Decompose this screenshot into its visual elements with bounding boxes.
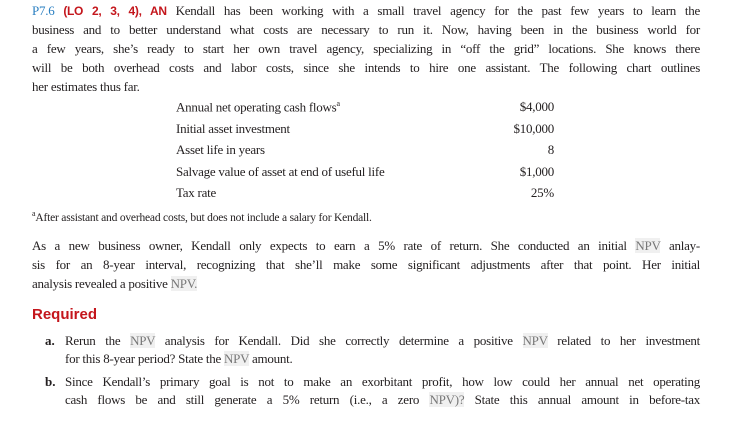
estimate-label-text: Salvage value of asset at end of useful life (176, 163, 385, 179)
estimate-label (176, 99, 340, 115)
text-line (65, 333, 700, 349)
text-line (65, 351, 700, 367)
text-segment: anlay- (660, 238, 700, 253)
footnote-mark: a (336, 99, 340, 108)
text-segment: her estimates thus far. (32, 79, 140, 94)
estimate-value: 25% (530, 185, 554, 200)
footnote-mark: a (32, 209, 36, 218)
item-label: a. (45, 333, 55, 348)
estimate-label (176, 121, 290, 137)
npv-term: NPV (522, 333, 548, 348)
estimate-label (176, 164, 384, 180)
text-segment: for this 8-year period? State the (65, 351, 224, 366)
estimate-label-text: Tax rate (176, 185, 217, 200)
text-segment: As a new business owner, Kendall only expects to earn a 5% rate of return. She conducted an initial (32, 238, 636, 253)
text-line (32, 79, 700, 95)
item-label: b. (45, 374, 56, 389)
text-line (32, 60, 700, 76)
text-segment: business and to better understand what costs are necessary to run it. Now, having been in the business world for (32, 22, 700, 37)
text-segment: cash flows be and still generate a 5% return (i.e., a zero (65, 392, 430, 407)
npv-term: NPV)? (429, 392, 465, 407)
text-segment: Since Kendall’s primary goal is not to make an exorbitant profit, how low could her annual net operating (65, 374, 700, 389)
text-line (65, 374, 700, 390)
estimate-row (176, 99, 554, 115)
npv-term: NPV (224, 351, 250, 366)
problem-number: P7.6 (32, 3, 55, 18)
estimate-label-text: Annual net operating cash flows (176, 99, 337, 115)
estimate-label-text: Asset life in years (176, 142, 265, 157)
estimate-value: $10,000 (513, 120, 554, 136)
estimate-value: $1,000 (519, 163, 554, 179)
estimate-label-text: Initial asset investment (176, 120, 290, 136)
text-segment: will be both overhead costs and labor costs, since she intends to hire one assistant. The following chart outlines (32, 60, 700, 75)
estimate-row (176, 142, 554, 158)
text-line (32, 41, 700, 57)
text-line (65, 392, 700, 408)
estimate-row (176, 164, 554, 180)
text-segment: Kendall has been working with a small travel agency for the past few years to learn the (175, 3, 701, 18)
text-line (32, 3, 700, 19)
footnote-text: After assistant and overhead costs, but does not include a salary for Kendall. (35, 211, 372, 224)
text-segment: State this annual amount in before-tax (464, 392, 701, 407)
npv-term: NPV. (170, 276, 198, 291)
text-segment: analysis revealed a positive (32, 276, 171, 291)
text-segment: amount. (249, 351, 293, 366)
npv-term: NPV (130, 333, 156, 348)
required-heading: Required (32, 306, 98, 323)
text-segment: Rerun the (65, 333, 131, 348)
learning-objectives: (LO 2, 3, 4), AN (63, 4, 167, 18)
text-segment: a few years, she’s ready to start her own travel agency, specializing in “off the grid” locations. She knows there (32, 41, 700, 56)
text-line (32, 276, 700, 292)
estimate-label (176, 185, 216, 201)
estimate-value: $4,000 (519, 99, 554, 114)
text-segment: related to her investment (547, 333, 701, 348)
text-line (32, 238, 700, 254)
text-line (32, 257, 700, 273)
estimate-label (176, 142, 265, 158)
text-segment: analysis for Kendall. Did she correctly determine a positive (155, 333, 523, 348)
text-segment: sis for an 8-year interval, recognizing that she’ll make some significant adjustments after that point. Her initial (32, 257, 700, 272)
estimate-value: 8 (547, 142, 554, 157)
npv-term: NPV (635, 238, 661, 253)
estimate-row (176, 121, 554, 137)
footnote (32, 209, 372, 224)
text-line (32, 22, 700, 38)
estimate-row (176, 185, 554, 201)
